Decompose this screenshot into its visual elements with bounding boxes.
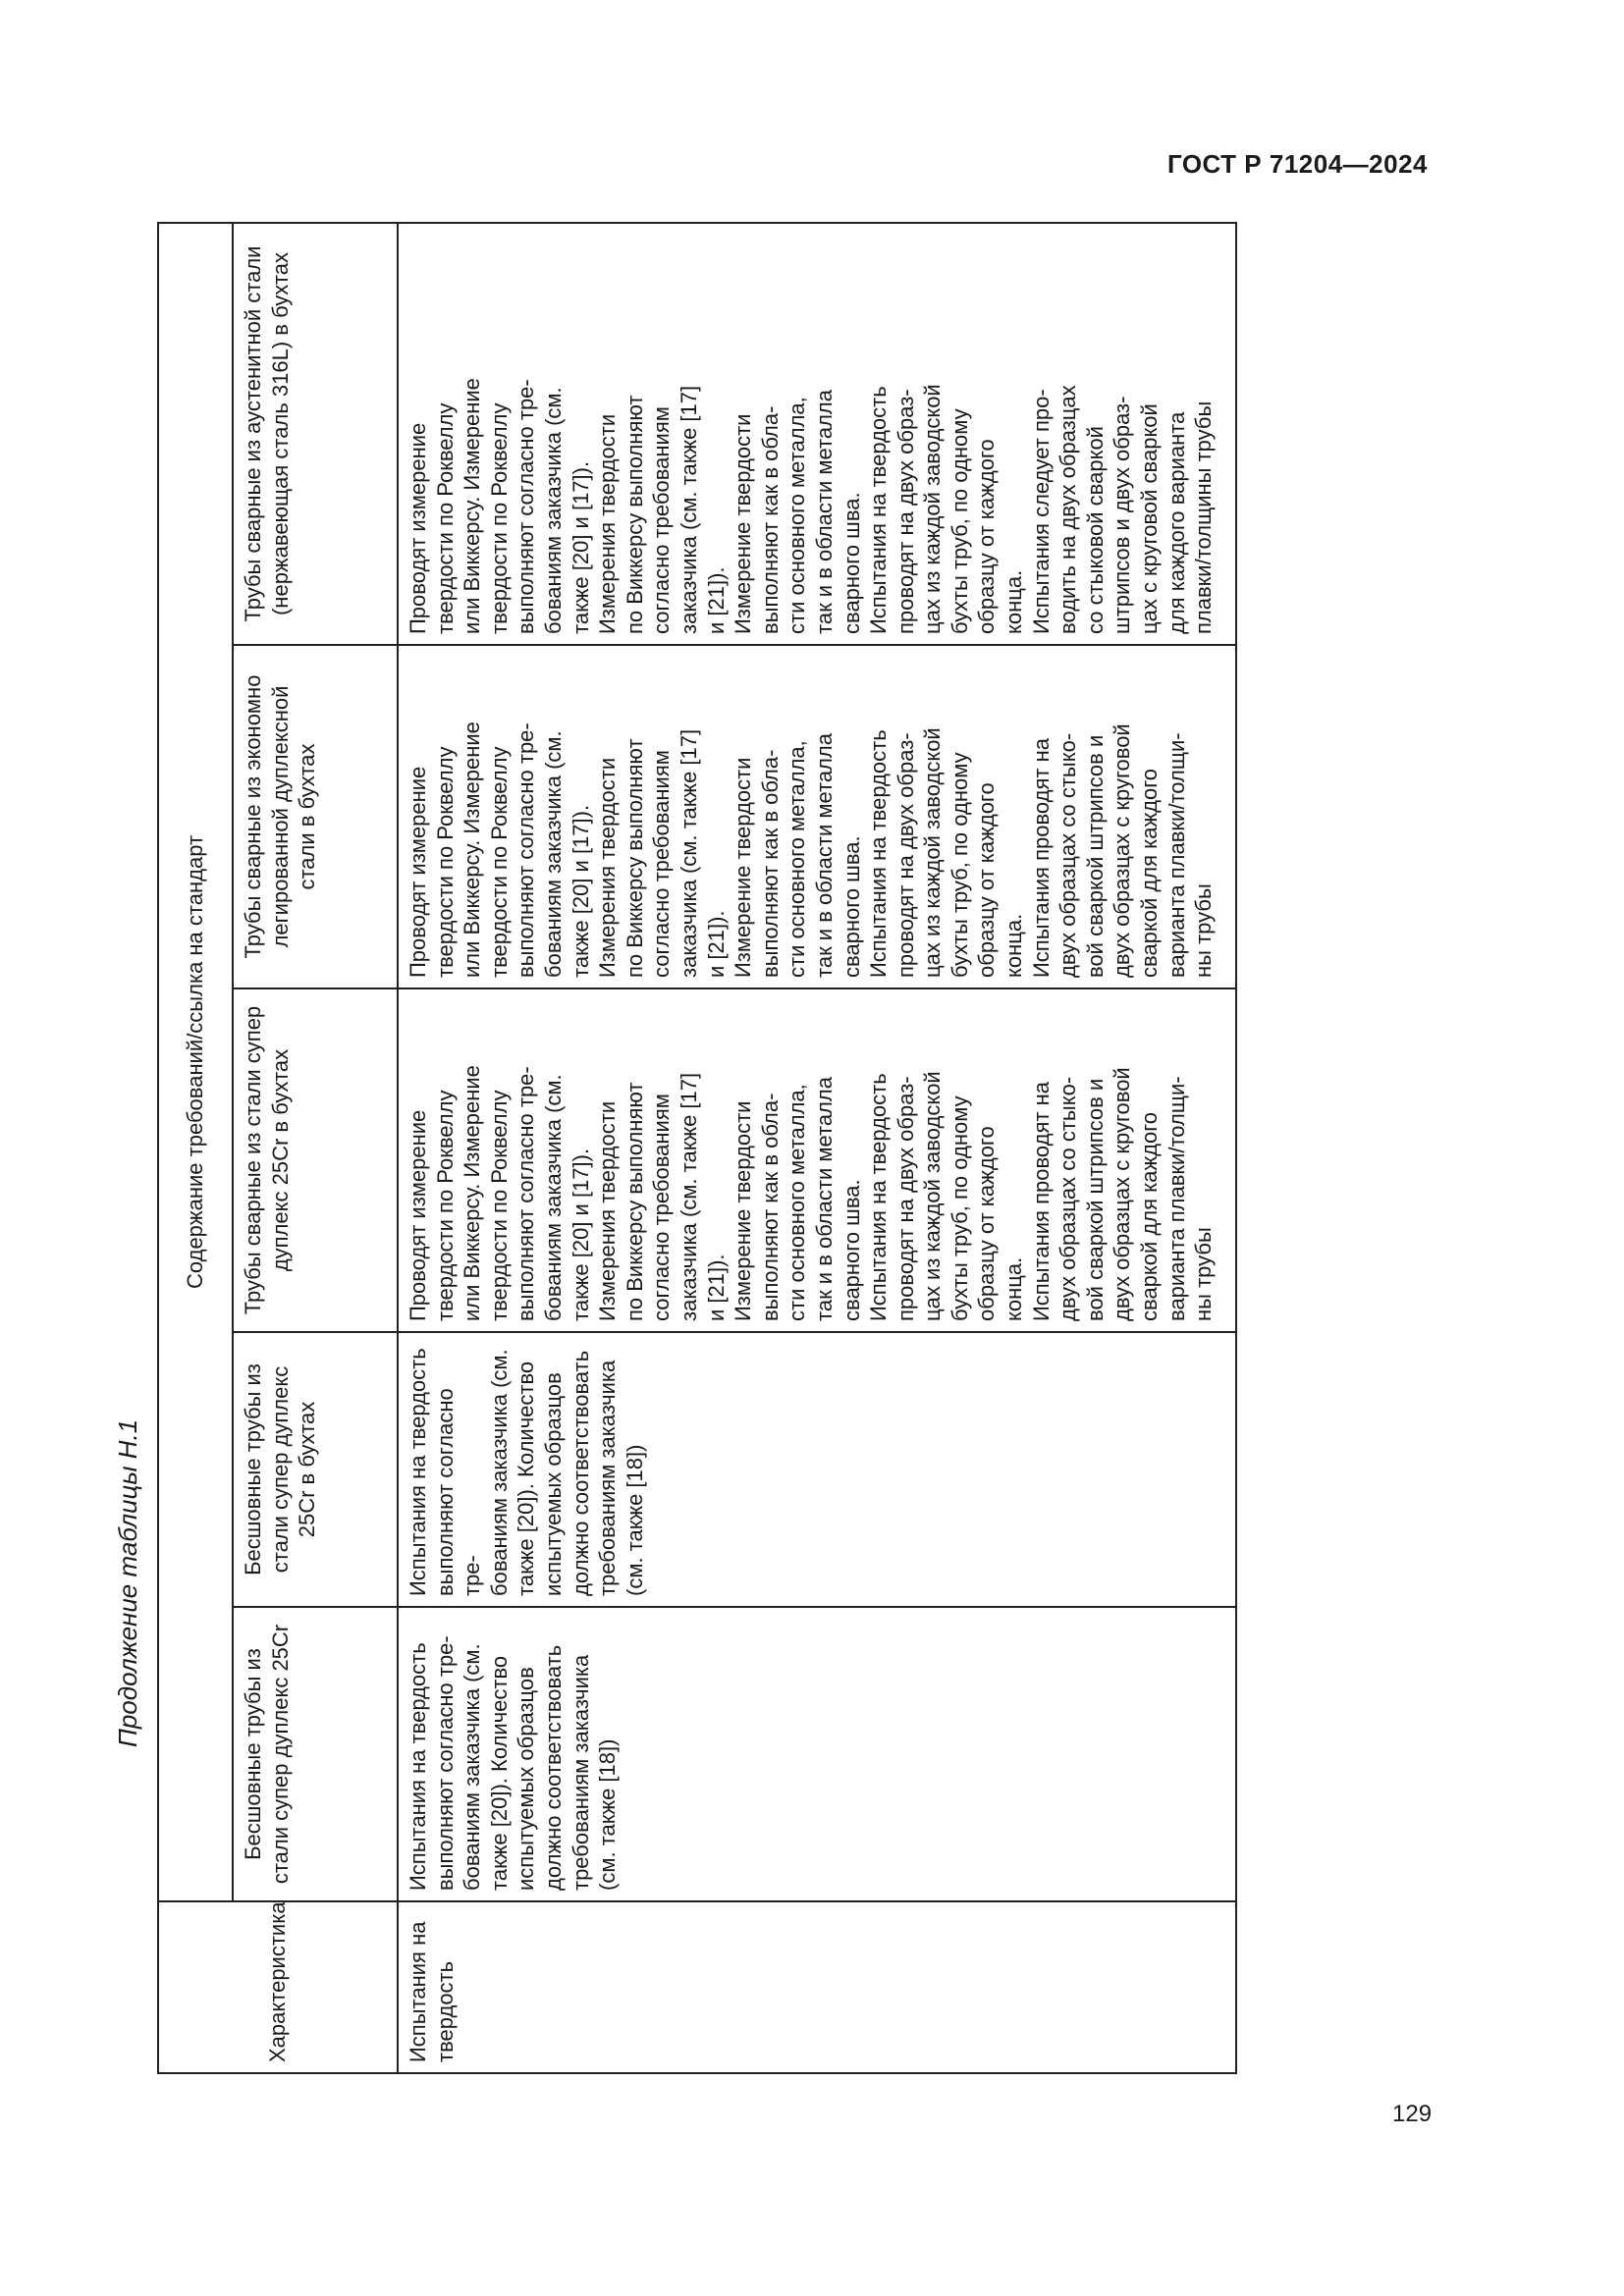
column-header: Бесшовные трубы из стали супер дуплекс 25Cr в бухтах (233, 1332, 398, 1607)
requirements-group-header: Содержание требований/ссылка на стандарт (158, 223, 233, 1901)
table-row (398, 223, 1236, 2073)
table-header-row-columns (233, 223, 398, 2073)
column-header: Бесшовные трубы из стали супер дуплекс 25Cr (233, 1607, 398, 1901)
column-header: Трубы сварные из стали супер дуплекс 25Cr в бухтах (233, 988, 398, 1332)
characteristic-cell: Испытания на твердость (398, 1901, 1236, 2073)
table-caption-wrapper (108, 1414, 147, 1747)
characteristic-header: Характеристика (158, 1901, 398, 2073)
requirement-cell: Проводят измерение твердости по Роквеллу или Виккерсу. Измерение твердости по Роквеллу выполняют согласно тре- бованиям заказчика (см. также [20] и [17]). Измерения твердости по Виккерсу выполняют согласно требованиям заказчика (см. также [17] и [21]). Измерение твердости выполняют как в обла- сти основного металла, так и в области металла сварного шва. Испытания на твердость проводят на двух образ- цах из каждой заводской бухты труб, по одному образцу от каждого конца. Испытания проводят на двух образцах со стыко- вой сваркой штрипсов и двух образцах с круговой сваркой для каждого варианта плавки/толщи- ны трубы (398, 988, 1236, 1332)
table-header-row-group (158, 223, 233, 2073)
requirements-table (157, 222, 1237, 2074)
table-caption: Продолжение таблицы Н.1 (113, 1418, 142, 1747)
document-standard-header: ГОСТ Р 71204—2024 (1166, 149, 1428, 179)
column-header: Трубы сварные из аустенитной стали (нержавеющая сталь 316L) в бухтах (233, 223, 398, 645)
requirement-cell: Испытания на твердость выполняют согласно тре- бованиям заказчика (см. также [20]). Количество испытуемых образцов должно соответствовать требованиям заказчика (см. также [18]) (398, 1607, 1236, 1901)
requirement-cell: Испытания на твердость выполняют согласно тре- бованиям заказчика (см. также [20]). Количество испытуемых образцов должно соответствовать требованиям заказчика (см. также [18]) (398, 1332, 1236, 1607)
column-header: Трубы сварные из экономно легированной дуплексной стали в бухтах (233, 645, 398, 988)
requirement-cell: Проводят измерение твердости по Роквеллу или Виккерсу. Измерение твердости по Роквеллу выполняют согласно тре- бованиям заказчика (см. также [20] и [17]). Измерения твердости по Виккерсу выполняют согласно требованиям заказчика (см. также [17] и [21]). Измерение твердости выполняют как в обла- сти основного металла, так и в области металла сварного шва. Испытания на твердость проводят на двух образ- цах из каждой заводской бухты труб, по одному образцу от каждого конца. Испытания проводят на двух образцах со стыко- вой сваркой штрипсов и двух образцах с круговой сваркой для каждого варианта плавки/толщи- ны трубы (398, 645, 1236, 988)
rotated-table-container (157, 224, 1237, 2074)
requirement-cell: Проводят измерение твердости по Роквеллу или Виккерсу. Измерение твердости по Роквеллу выполняют согласно тре- бованиям заказчика (см. также [20] и [17]). Измерения твердости по Виккерсу выполняют согласно требованиям заказчика (см. также [17] и [21]). Измерение твердости выполняют как в обла- сти основного металла, так и в области металла сварного шва. Испытания на твердость проводят на двух образ- цах из каждой заводской бухты труб, по одному образцу от каждого конца. Испытания следует про- водить на двух образцах со стыковой сваркой штрипсов и двух образ- цах с круговой сваркой для каждого варианта плавки/толщины трубы (398, 223, 1236, 645)
page-number: 129 (1392, 2101, 1433, 2127)
